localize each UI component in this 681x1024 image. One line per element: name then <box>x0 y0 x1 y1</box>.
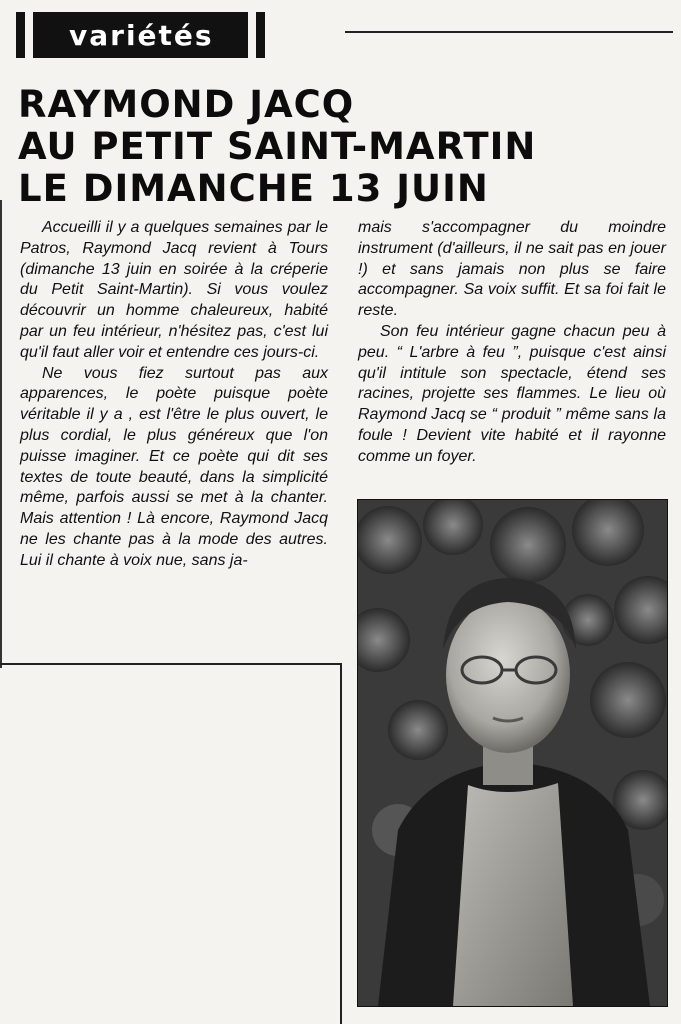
rubric-bar-right <box>256 12 265 58</box>
article-paragraph: Son feu intérieur gagne chacun peu à peu. “ L'arbre à feu ”, puisque c'est ainsi qu'il intitule son spectacle, étend ses racines, projette ses flammes. Le lieu où Raymond Jacq se “ produit ” même sans la foule ! Devient vite habité et il rayonne comme un foyer. <box>358 322 666 465</box>
top-rule <box>345 31 673 33</box>
headline-line-3: LE DIMANCHE 13 JUIN <box>18 167 489 210</box>
headline-line-2: AU PETIT SAINT-MARTIN <box>18 125 537 168</box>
article-column-right <box>358 218 666 468</box>
headline <box>18 84 536 210</box>
headline-line-1: RAYMOND JACQ <box>18 83 355 126</box>
section-rubric <box>16 12 265 58</box>
article-paragraph: mais s'accompagner du moindre instrument (d'ailleurs, il ne sait pas en jouer !) et sans jamais non plus se faire accompagner. Sa voix suffit. Et sa foi fait le reste. <box>358 219 666 320</box>
rubric-label: variétés <box>33 12 248 58</box>
column-divider-horizontal <box>0 663 341 665</box>
portrait-photo <box>357 499 668 1007</box>
column-divider-vertical <box>340 663 342 1024</box>
article-column-left <box>20 218 328 572</box>
portrait-illustration <box>358 500 667 1006</box>
article-paragraph: Accueilli il y a quelques semaines par le Patros, Raymond Jacq revient à Tours (dimanche 13 juin en soirée à la créperie du Petit Saint-Martin). Si vous voulez découvrir un homme chaleureux, habité par un feu intérieur, n'hésitez pas, c'est lui qu'il faut aller voir et entendre ces jours-ci. <box>20 219 328 361</box>
rubric-bar-left <box>16 12 25 58</box>
left-column-rule <box>0 200 2 668</box>
article-paragraph: Ne vous fiez surtout pas aux apparences, le poète puisque poète véritable il y a , est l'être le plus ouvert, le plus cordial, le plus généreux que l'on puisse imaginer. Et ce poète qui dit ses textes de toute beauté, dans la simplicité même, parfois aussi se met à la chanter. Mais attention ! Là encore, Raymond Jacq ne les chante pas à la mode des autres. Lui il chante à voix nue, sans ja- <box>20 364 328 569</box>
